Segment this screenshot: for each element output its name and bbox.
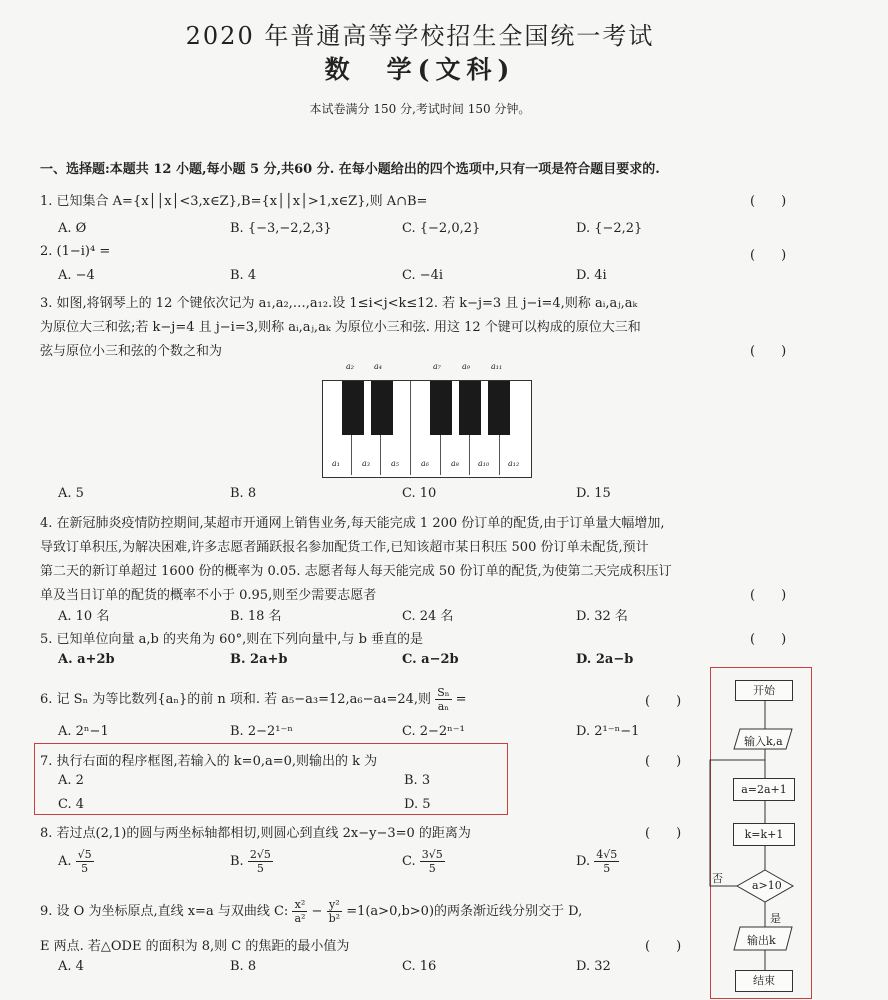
q7-option-a: A. 2 (58, 773, 84, 788)
piano-label-top: a₉ (462, 362, 470, 371)
q7-stem: 7. 执行右面的程序框图,若输入的 k=0,a=0,则输出的 k 为 (40, 754, 378, 769)
q8-option-b-letter: B. (230, 854, 244, 869)
q6-frac-numerator: Sₙ (437, 686, 450, 699)
q4-answer-paren: ( ) (750, 588, 787, 603)
q9-frac-y-denominator: b² (328, 912, 341, 925)
flowchart-start: 开始 (735, 680, 793, 701)
q7-option-c: C. 4 (58, 797, 85, 812)
q5-option-a: A. a+2b (58, 652, 115, 667)
q4-line-2: 导致订单积压,为解决困难,许多志愿者踊跃报名参加配货工作,已知该超市某日积压 500 份订单未配货,预计 (40, 540, 649, 555)
section-heading: 一、选择题:本题共 12 小题,每小题 5 分,共60 分. 在每小题给出的四个选项中,只有一项是符合题目要求的. (40, 162, 660, 177)
q6-stem-text: 6. 记 Sₙ 为等比数列{aₙ}的前 n 项和. 若 a₅−a₃=12,a₆−a₄=24,则 (40, 692, 432, 707)
q3-answer-paren: ( ) (750, 344, 787, 359)
q1-option-c: C. {−2,0,2} (402, 221, 481, 236)
exam-note: 本试卷满分 150 分,考试时间 150 分钟。 (309, 102, 531, 116)
q8-option-c-numerator: 3√5 (421, 848, 443, 861)
q5-answer-paren: ( ) (750, 632, 787, 647)
q6-option-c: C. 2−2ⁿ⁻¹ (402, 724, 465, 739)
q5-stem: 5. 已知单位向量 a,b 的夹角为 60°,则在下列向量中,与 b 垂直的是 (40, 632, 424, 647)
q1-option-a: A. Ø (58, 221, 87, 236)
flowchart-output: 输出k (747, 934, 776, 947)
flowchart-step-k: k=k+1 (733, 823, 795, 846)
piano-label-bottom: a₁ (332, 459, 340, 468)
q8-option-a-letter: A. (58, 854, 72, 869)
q2-option-c: C. −4i (402, 268, 444, 283)
q9-answer-paren: ( ) (645, 939, 682, 954)
q8-option-d-numerator: 4√5 (596, 848, 618, 861)
flowchart-step-a: a=2a+1 (733, 778, 795, 801)
q2-option-d: D. 4i (576, 268, 607, 283)
q6-frac-denominator: aₙ (437, 700, 450, 713)
flowchart-condition: a>10 (752, 879, 782, 892)
q6-option-b: B. 2−2¹⁻ⁿ (230, 724, 293, 739)
piano-label-top: a₁₁ (491, 362, 503, 371)
paper-subject: 数 学(文科) (324, 55, 516, 84)
q3-option-a: A. 5 (58, 486, 84, 501)
piano-label-bottom: a₁₂ (508, 459, 520, 468)
q6-option-d: D. 2¹⁻ⁿ−1 (576, 724, 640, 739)
q3-option-c: C. 10 (402, 486, 437, 501)
q7-answer-paren: ( ) (645, 754, 682, 769)
q8-option-d-denominator: 5 (603, 862, 611, 875)
q4-option-b: B. 18 名 (230, 609, 282, 624)
q9-stem-part-b: =1(a>0,b>0)的两条渐近线分别交于 D, (346, 904, 583, 919)
q9-line-2: E 两点. 若△ODE 的面积为 8,则 C 的焦距的最小值为 (40, 939, 350, 954)
q3-option-b: B. 8 (230, 486, 257, 501)
q5-option-b: B. 2a+b (230, 652, 288, 667)
q9-minus-sign: − (311, 904, 323, 919)
q3-line-1: 3. 如图,将钢琴上的 12 个键依次记为 a₁,a₂,…,a₁₂.设 1≤i<j<k≤12. 若 k−j=3 且 j−i=4,则称 aᵢ,aⱼ,aₖ (40, 296, 638, 311)
q9-option-b: B. 8 (230, 959, 257, 974)
piano-label-bottom: a₈ (451, 459, 459, 468)
q8-option-a-numerator: √5 (77, 848, 92, 861)
q3-option-d: D. 15 (576, 486, 611, 501)
q8-option-b-denominator: 5 (256, 862, 264, 875)
piano-label-top: a₄ (374, 362, 382, 371)
piano-label-bottom: a₁₀ (478, 459, 490, 468)
q4-option-c: C. 24 名 (402, 609, 454, 624)
q7-option-d: D. 5 (404, 797, 431, 812)
q6-answer-paren: ( ) (645, 694, 682, 709)
flowchart-yes-label: 是 (770, 912, 781, 925)
q8-option-a-denominator: 5 (81, 862, 89, 875)
q9-frac-x-denominator: a² (294, 912, 306, 925)
q4-option-a: A. 10 名 (58, 609, 110, 624)
q1-stem: 1. 已知集合 A={x││x│<3,x∈Z},B={x││x│>1,x∈Z},则 A∩B= (40, 194, 428, 209)
q4-option-d: D. 32 名 (576, 609, 628, 624)
flowchart-no-label: 否 (712, 872, 723, 885)
q3-line-2: 为原位大三和弦;若 k−j=4 且 j−i=3,则称 aᵢ,aⱼ,aₖ 为原位小三和弦. 用这 12 个键可以构成的原位大三和 (40, 320, 641, 335)
q2-answer-paren: ( ) (750, 248, 787, 263)
q4-line-1: 4. 在新冠肺炎疫情防控期间,某超市开通网上销售业务,每天能完成 1 200 份订单的配货,由于订单量大幅增加, (40, 516, 665, 531)
q7-option-b: B. 3 (404, 773, 431, 788)
q5-option-c: C. a−2b (402, 652, 459, 667)
q3-line-3: 弦与原位小三和弦的个数之和为 (40, 344, 223, 359)
q9-frac-x-numerator: x² (292, 898, 307, 912)
piano-label-top: a₇ (433, 362, 441, 371)
q1-option-b: B. {−3,−2,2,3} (230, 221, 332, 236)
q9-frac-y-numerator: y² (327, 898, 342, 912)
piano-label-bottom: a₅ (391, 459, 399, 468)
q2-option-b: B. 4 (230, 268, 257, 283)
q9-option-d: D. 32 (576, 959, 611, 974)
q8-option-b-numerator: 2√5 (249, 848, 271, 861)
q1-option-d: D. {−2,2} (576, 221, 643, 236)
q5-option-d: D. 2a−b (576, 652, 634, 667)
paper-title: 2020 年普通高等学校招生全国统一考试 (185, 22, 655, 50)
flowchart-input: 输入k,a (744, 735, 783, 748)
piano-label-bottom: a₃ (362, 459, 370, 468)
flowchart-end: 结束 (735, 970, 793, 992)
q9-option-c: C. 16 (402, 959, 437, 974)
q9-option-a: A. 4 (58, 959, 84, 974)
q4-line-3: 第二天的新订单超过 1600 份的概率为 0.05. 志愿者每人每天能完成 50 份订单的配货,为使第二天完成积压订 (40, 564, 672, 579)
q8-option-c-denominator: 5 (428, 862, 436, 875)
piano-label-top: a₂ (346, 362, 354, 371)
q6-stem-tail: = (455, 692, 467, 707)
q2-stem: 2. (1−i)⁴ = (40, 244, 111, 259)
q6-option-a: A. 2ⁿ−1 (58, 724, 109, 739)
q4-line-4: 单及当日订单的配货的概率不小于 0.95,则至少需要志愿者 (40, 588, 377, 603)
q8-option-c-letter: C. (402, 854, 416, 869)
q1-answer-paren: ( ) (750, 194, 787, 209)
q8-option-d-letter: D. (576, 854, 591, 869)
q8-answer-paren: ( ) (645, 826, 682, 841)
q8-stem: 8. 若过点(2,1)的圆与两坐标轴都相切,则圆心到直线 2x−y−3=0 的距离为 (40, 826, 471, 841)
q9-stem-part-a: 9. 设 O 为坐标原点,直线 x=a 与双曲线 C: (40, 904, 289, 919)
piano-label-bottom: a₆ (421, 459, 429, 468)
q2-option-a: A. −4 (58, 268, 95, 283)
